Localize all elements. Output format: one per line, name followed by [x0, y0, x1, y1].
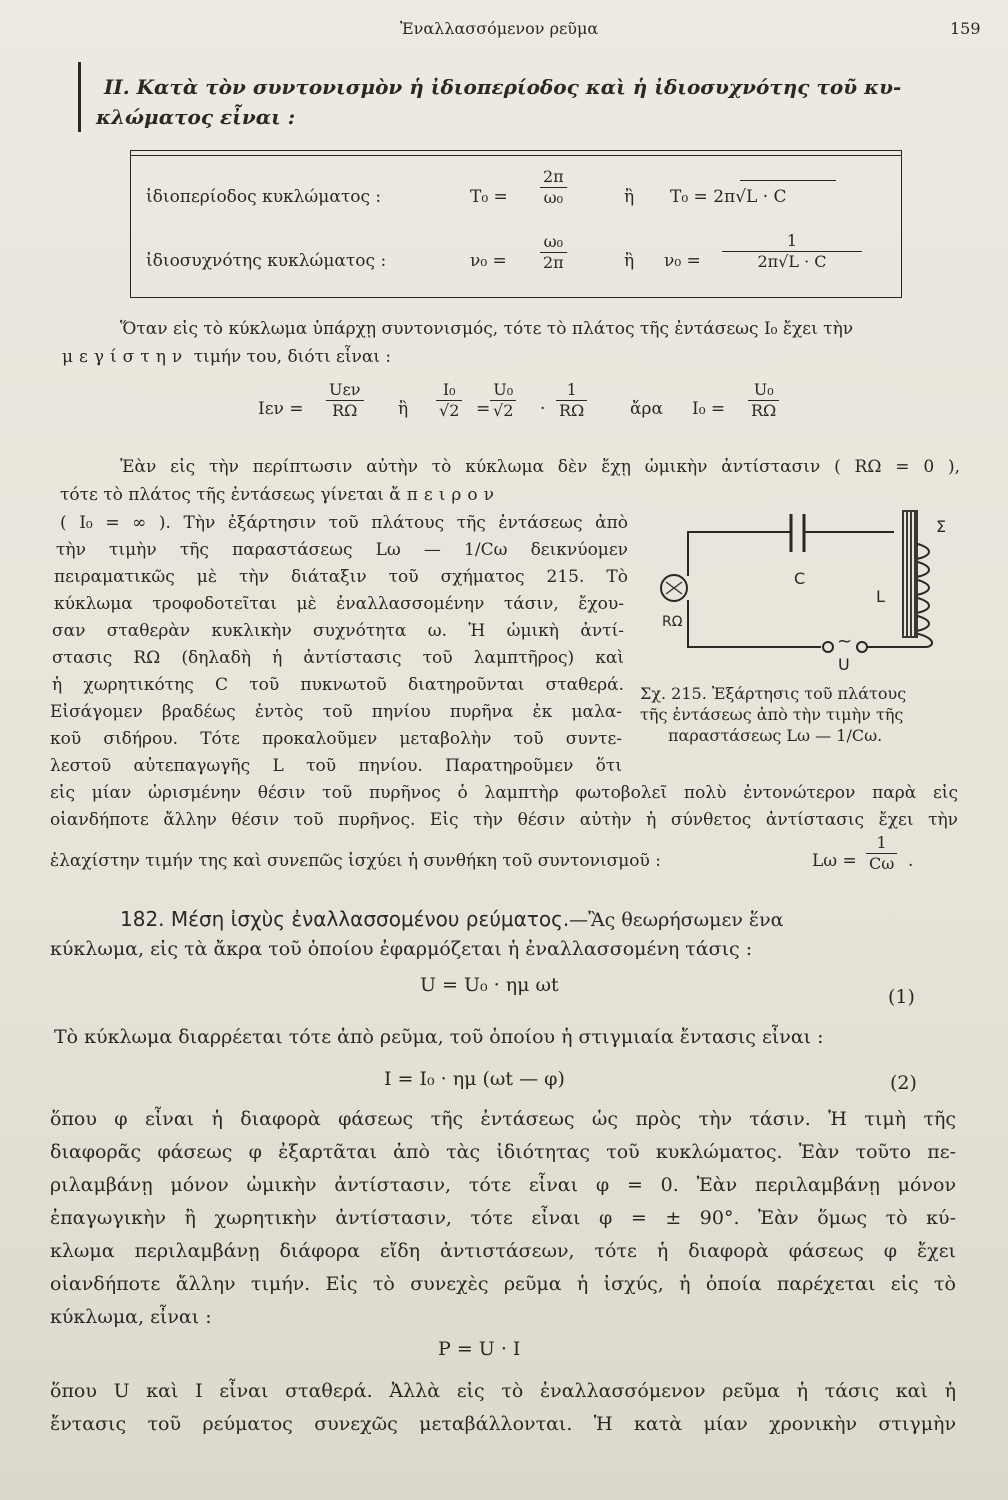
para2-line4: τὴν τιμὴν τῆς παραστάσεως Lω — 1/Cω δεικνύομεν [56, 540, 628, 560]
para2-line2: τότε τὸ πλάτος τῆς ἐντάσεως γίνεται ἄπειρον [60, 485, 500, 505]
s182-line3: Τὸ κύκλωμα διαρρέεται τότε ἀπὸ ρεῦμα, τοῦ ὁποίου ἡ στιγμιαία ἔντασις εἶναι : [54, 1026, 824, 1048]
s182-p5: κλωμα περιλαμβάνῃ διάφορα εἴδη ἀντιστάσεων, τότε ἡ διαφορὰ φάσεως φ ἔχει [50, 1240, 956, 1262]
box-row1-lhs: T₀ = [470, 187, 508, 207]
para2-line1: Ἐὰν εἰς τὴν περίπτωσιν αὐτὴν τὸ κύκλωμα δὲν ἔχῃ ὠμικὴν ἀντίστασιν ( RΩ = 0 ), [120, 457, 960, 477]
s182-p2: διαφορᾶς φάσεως φ ἐξαρτᾶται ἀπὸ τὰς ἰδιότητας τοῦ κυκλώματος. Ἐὰν τοῦτο πε- [50, 1141, 956, 1163]
eqmax-dot: · [540, 399, 546, 419]
para2-line5: πειραματικῶς μὲ τὴν διάταξιν τοῦ σχήματος 215. Τὸ [54, 567, 628, 587]
label-sigma: Σ [936, 517, 947, 536]
eqmax-ara: ἄρα [630, 399, 663, 419]
fig-caption-2: τῆς ἐντάσεως ἀπὸ τὴν τιμὴν τῆς [640, 705, 904, 724]
para2-line12: λεστοῦ αὐτεπαγωγῆς L τοῦ πηνίου. Παρατηροῦμεν ὅτι [50, 756, 622, 776]
terminal-left [823, 642, 833, 652]
circuit-diagram [636, 502, 966, 678]
box-row2-lhs: ν₀ = [470, 251, 507, 271]
fig-caption-3: παραστάσεως Lω — 1/Cω. [668, 726, 883, 745]
eqmax-rhs-lhs: I₀ = [692, 399, 726, 419]
para2-line7: σαν σταθερὰν κυκλικὴν συχνότητα ω. Ἡ ὠμικὴ ἀντί- [52, 621, 624, 641]
s182-p9: ἔντασις τοῦ ρεύματος συνεχῶς μεταβάλλονται. Ἡ κατὰ μίαν χρονικὴν στιγμὴν [50, 1413, 956, 1435]
box-row1-or: ἢ [624, 187, 635, 207]
para2-line8: στασις RΩ (δηλαδὴ ἡ ἀντίστασις τοῦ λαμπτῆρος) καὶ [52, 648, 624, 668]
section-ii-line2: κλώματος εἶναι : [96, 105, 296, 129]
s182-line2: κύκλωμα, εἰς τὰ ἄκρα τοῦ ὁποίου ἐφαρμόζεται ἡ ἐναλλασσομένη τάσις : [50, 938, 753, 960]
eqmax-f1: Uεν RΩ [326, 380, 364, 421]
running-header: Ἐναλλασσόμενον ρεῦμα [400, 19, 599, 38]
section-182-heading: 182. Μέση ἰσχὺς ἐναλλασσομένου ρεύματος.—Ἂς θεωρήσωμεν ἕνα [120, 907, 784, 931]
fig-caption-1: Σχ. 215. Ἐξάρτησις τοῦ πλάτους [640, 684, 907, 703]
terminal-right [857, 642, 867, 652]
para2-line6: κύκλωμα τροφοδοτεῖται μὲ ἐναλλασσομένην τάσιν, ἔχου- [54, 594, 624, 614]
eqmax-f3: $\frac{\text{U₀}}{√2}$ [490, 380, 516, 421]
s182-p8: ὅπου U καὶ I εἶναι σταθερά. Ἀλλὰ εἰς τὸ ἐναλλασσόμενον ρεῦμα ἡ τάσις καὶ ἡ [50, 1380, 956, 1402]
label-c: C [794, 569, 806, 588]
s182-p7: κύκλωμα, εἶναι : [50, 1306, 212, 1328]
cond-lhs: Lω = [812, 851, 857, 871]
s182-eq1: U = U₀ · ημ ωt [420, 974, 559, 996]
para2-line14: οἱανδήποτε ἄλλην θέσιν τοῦ πυρῆνος. Εἰς τὴν θέσιν αὐτὴν ἡ σύνθετος ἀντίστασις ἔχει τὴν [50, 810, 958, 830]
para2-line13: εἰς μίαν ὡρισμένην θέσιν τοῦ πυρῆνος ὁ λαμπτὴρ φωτοβολεῖ πολὺ ἐντονώτερον παρὰ εἰς [50, 783, 958, 803]
margin-bar [78, 62, 81, 132]
box-row2-or: ἢ [624, 251, 635, 271]
eqmax-f2: $\frac{\text{I₀}}{√2}$ [436, 380, 462, 421]
s182-p6: οἱανδήποτε ἄλλην τιμήν. Εἰς τὸ συνεχὲς ρεῦμα ἡ ἰσχύς, ἡ ὁποία παρέχεται εἰς τὸ [50, 1273, 956, 1295]
s182-p4: ἐπαγωγικὴν ἢ χωρητικὴν ἀντίστασιν, τότε εἶναι φ = ± 90°. Ἐὰν ὅμως τὸ κύ- [50, 1207, 956, 1229]
s182-eq3: P = U · I [438, 1338, 521, 1360]
box-row2-frac: $\frac{\text{ω₀}}{2\pi}$ [540, 232, 567, 273]
para2-line11: κοῦ σιδήρου. Τότε προκαλοῦμεν μεταβολὴν τοῦ συντε- [50, 729, 622, 749]
sqrt-overline [740, 180, 836, 181]
para2-line9: ἡ χωρητικότης C τοῦ πυκνωτοῦ διατηροῦνται σταθερά. [52, 675, 624, 695]
page-number: 159 [950, 19, 981, 38]
box-row2-alt-lhs: ν₀ = [664, 251, 701, 271]
para2-line15: ἐλαχίστην τιμήν της καὶ συνεπῶς ἰσχύει ἡ συνθήκη τοῦ συντονισμοῦ : [50, 851, 661, 871]
s182-p3: ριλαμβάνῃ μόνον ὠμικὴν ἀντίστασιν, τότε εἶναι φ = 0. Ἐὰν περιλαμβάνῃ μόνον [50, 1174, 956, 1196]
section-ii-line1: II. Κατὰ τὸν συντονισμὸν ἡ ἰδιοπερίοδος καὶ ἡ ἰδιοσυχνότης τοῦ κυ- [104, 75, 902, 99]
wire-bottom-left [688, 600, 821, 647]
eqmax-or: ἢ [398, 399, 409, 419]
box-row1-frac: $\frac{2\pi}{\text{ω₀}}$ [540, 167, 567, 208]
para1-line2: μεγίστην τιμήν του, διότι εἶναι : [62, 347, 392, 367]
para2-line10: Εἰσάγομεν βραδέως ἐντὸς τοῦ πηνίου πυρῆνα ἐκ μαλα- [50, 702, 622, 722]
box-row2-label: ἰδιοσυχνότης κυκλώματος : [146, 251, 387, 271]
cond-frac: $\frac{1}{C\omega}$ [866, 833, 897, 874]
eqmax-eq: = [476, 399, 491, 419]
para2-line3: ( I₀ = ∞ ). Τὴν ἐξάρτησιν τοῦ πλάτους τῆς ἐντάσεως ἀπὸ [60, 513, 628, 533]
s182-eq2-no: (2) [890, 1072, 917, 1094]
label-tilde: ~ [837, 631, 853, 652]
cond-end: . [908, 851, 914, 871]
formula-box [130, 150, 902, 298]
wire-top-left [688, 532, 791, 576]
label-r: RΩ [662, 614, 683, 630]
label-u: U [838, 655, 850, 674]
s182-p1: ὅπου φ εἶναι ἡ διαφορὰ φάσεως τῆς ἐντάσεως ὡς πρὸς τὴν τάσιν. Ἡ τιμὴ τῆς [50, 1108, 956, 1130]
eqmax-lhs: Iεν = [258, 399, 304, 419]
label-l: L [876, 587, 885, 606]
box-row1-label: ἰδιοπερίοδος κυκλώματος : [146, 187, 382, 207]
box-row1-alt: T₀ = 2π√L · C [670, 187, 787, 207]
s182-eq1-no: (1) [888, 986, 915, 1008]
s182-eq2: I = I₀ · ημ (ωt — φ) [384, 1068, 565, 1090]
box-row2-alt-frac: $\frac{1}{2\pi√L \cdot C}$ [722, 231, 862, 272]
eqmax-f4: $\frac{1}{R\Omega}$ [556, 380, 587, 421]
eqmax-f5: $\frac{\text{U₀}}{R\Omega}$ [748, 380, 779, 421]
para1-line1: Ὅταν εἰς τὸ κύκλωμα ὑπάρχῃ συντονισμός, τότε τὸ πλάτος τῆς ἐντάσεως I₀ ἔχει τὴν [120, 319, 854, 339]
